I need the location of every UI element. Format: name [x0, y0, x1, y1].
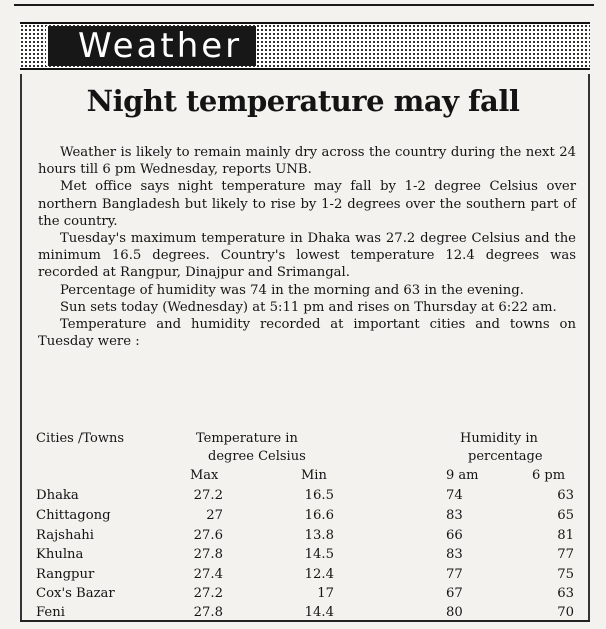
headline: Night temperature may fall: [86, 84, 520, 118]
section-banner: [20, 22, 590, 70]
col-header-city: Cities /Towns: [36, 431, 125, 446]
bottom-rule: [20, 620, 590, 622]
paragraph: Weather is likely to remain mainly dry across the country during the next 24 hours till 6 pm Wednesday, reports UNB.: [38, 145, 576, 178]
min-temp: 17: [317, 586, 334, 601]
min-temp: 14.4: [304, 605, 334, 620]
paragraph: Sun sets today (Wednesday) at 5:11 pm and rises on Thursday at 6:22 am.: [60, 299, 557, 315]
table-row: [36, 584, 576, 603]
col-header-humidity-2: percentage: [468, 449, 543, 464]
paragraph: Percentage of humidity was 74 in the morning and 63 in the evening.: [60, 282, 524, 298]
humidity-9am: 77: [446, 567, 463, 582]
col-header-9am: 9 am: [446, 468, 479, 483]
min-temp: 16.5: [304, 488, 334, 503]
humidity-6pm: 63: [557, 488, 574, 503]
col-header-temp-1: Temperature in: [196, 431, 298, 446]
humidity-6pm: 75: [557, 567, 574, 582]
table-row: [36, 545, 576, 564]
paragraph: Met office says night temperature may fall by 1-2 degree Celsius over northern Bangladesh but likely to rise by 1-2 degrees over the southern part of the country.: [38, 179, 576, 229]
max-temp: 27.6: [193, 528, 223, 543]
max-temp: 27.4: [193, 567, 223, 582]
col-header-6pm: 6 pm: [532, 468, 566, 483]
humidity-9am: 83: [446, 508, 463, 523]
max-temp: 27.2: [193, 586, 223, 601]
col-header-humidity-1: Humidity in: [460, 431, 538, 446]
city-name: Dhaka: [36, 488, 79, 503]
humidity-6pm: 65: [557, 508, 574, 523]
min-temp: 16.6: [304, 508, 334, 523]
left-border: [20, 74, 22, 622]
humidity-9am: 66: [446, 528, 463, 543]
top-rule: [14, 4, 594, 6]
max-temp: 27.8: [193, 605, 223, 620]
humidity-9am: 83: [446, 547, 463, 562]
max-temp: 27: [206, 508, 223, 523]
humidity-9am: 80: [446, 605, 463, 620]
max-temp: 27.8: [193, 547, 223, 562]
col-header-temp-2: degree Celsius: [208, 449, 306, 464]
paragraph: Temperature and humidity recorded at important cities and towns on Tuesday were :: [38, 317, 576, 350]
humidity-6pm: 63: [557, 586, 574, 601]
humidity-6pm: 70: [557, 605, 574, 620]
city-name: Chittagong: [36, 508, 111, 523]
humidity-9am: 67: [446, 586, 463, 601]
max-temp: 27.2: [193, 488, 223, 503]
city-name: Rangpur: [36, 567, 95, 582]
city-name: Cox's Bazar: [36, 586, 115, 601]
min-temp: 13.8: [304, 528, 334, 543]
right-border: [588, 74, 590, 622]
table-row: [36, 565, 576, 584]
city-name: Feni: [36, 605, 65, 620]
table-row: [36, 506, 576, 525]
paragraph: Tuesday's maximum temperature in Dhaka was 27.2 degree Celsius and the minimum 16.5 degrees. Country's lowest temperature 12.4 degrees was recorded at Rangpur, Dinajpur and Srimangal.: [38, 231, 576, 281]
table-row: [36, 486, 576, 505]
city-name: Rajshahi: [36, 528, 95, 543]
humidity-6pm: 81: [557, 528, 574, 543]
section-label: Weather: [46, 26, 256, 66]
col-header-max: Max: [190, 468, 219, 483]
table-row: [36, 526, 576, 545]
min-temp: 12.4: [304, 567, 334, 582]
city-name: Khulna: [36, 547, 84, 562]
col-header-min: Min: [301, 468, 327, 483]
humidity-9am: 74: [446, 488, 463, 503]
humidity-6pm: 77: [557, 547, 574, 562]
article-body: [38, 144, 576, 350]
min-temp: 14.5: [304, 547, 334, 562]
